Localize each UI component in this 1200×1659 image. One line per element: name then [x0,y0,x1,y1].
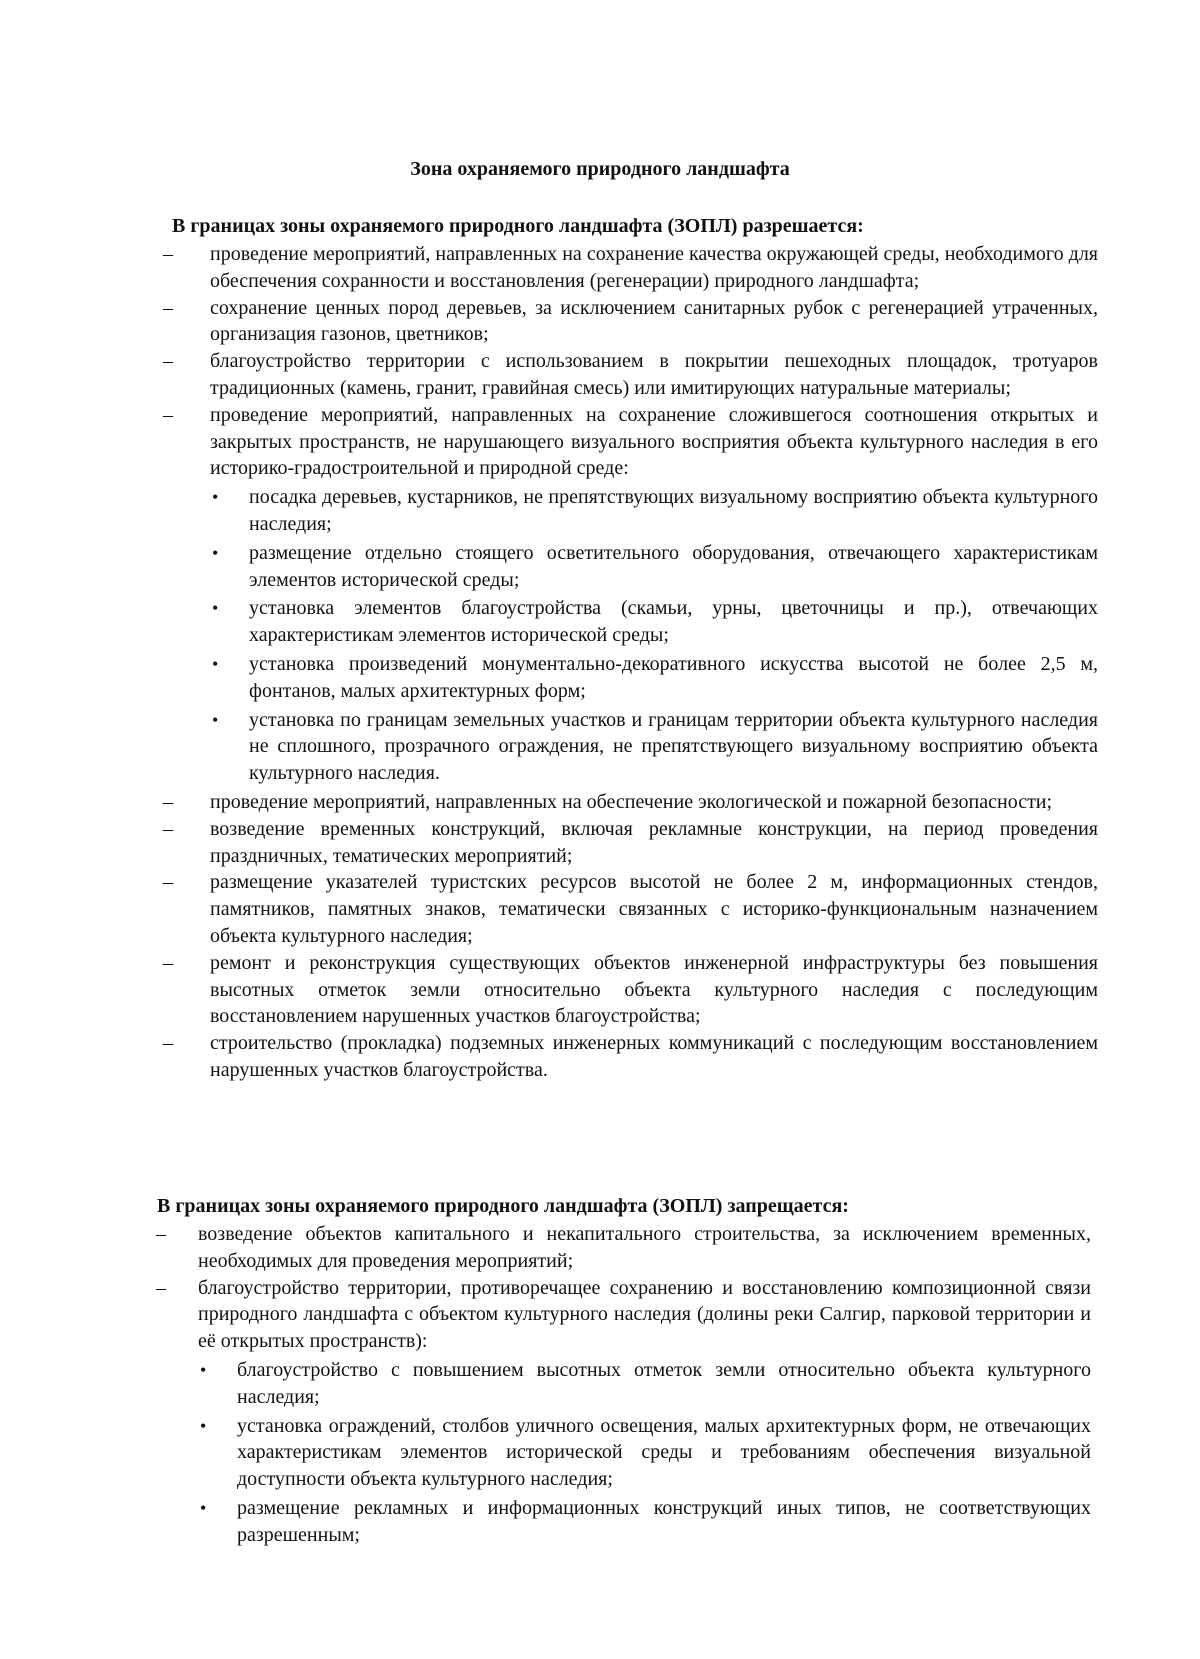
allowed-item-7 [163,869,1098,949]
bullet-marker: • [200,1359,207,1380]
allowed-item-2 [163,295,1098,349]
dash-marker: – [163,243,173,265]
sub-list-item [198,1495,1091,1549]
allowed-item-text: ремонт и реконструкция существующих объектов инженерной инфраструктуры без повышения высотных отметок земли относительно объекта культурного наследия с последующим восстановлением нарушенных участков благоустройства; [210,951,1098,1028]
prohibited-sub-list [198,1357,1091,1549]
sub-item-text: размещение рекламных и информационных конструкций иных типов, не соответствующих разрешенным; [237,1496,1091,1546]
sub-item-text: размещение отдельно стоящего осветительного оборудования, отвечающего характеристикам элементов исторической среды; [249,541,1098,591]
allowed-item-6 [163,816,1098,870]
sub-item-text: установка ограждений, столбов уличного освещения, малых архитектурных форм, не отвечающих характеристикам элементов исторической среды и требованиям обеспечения визуальной доступности объекта культурного наследия; [237,1414,1091,1491]
page-title: Зона охраняемого природного ландшафта [410,158,790,180]
bullet-marker: • [212,709,219,730]
dash-marker: – [163,350,173,373]
bullet-marker: • [200,1415,207,1436]
sub-list-item [210,707,1098,787]
prohibited-item-2 [156,1275,1091,1549]
dash-marker: – [163,403,173,426]
allowed-item-5 [163,789,1098,816]
dash-marker: – [163,817,173,840]
sub-list-item [198,1357,1091,1411]
sub-list-item [210,651,1098,705]
prohibited-heading: В границах зоны охраняемого природного ландшафта (ЗОПЛ) запрещается: [157,1195,849,1217]
allowed-item-text: проведение мероприятий, направленных на сохранение качества окружающей среды, необходимого для обеспечения сохранности и восстановления (регенерации) природного ландшафта; [210,243,1098,292]
sub-list-item [198,1413,1091,1493]
allowed-item-text: размещение указателей туристских ресурсов высотой не более 2 м, информационных стендов, памятников, памятных знаков, тематически связанных с историко-функциональным назначением объекта культурного наследия; [210,871,1098,947]
sub-item-text: установка элементов благоустройства (скамьи, урны, цветочницы и пр.), отвечающих характеристикам элементов исторической среды; [249,597,1098,647]
sub-item-text: посадка деревьев, кустарников, не препятствующих визуальному восприятию объекта культурного наследия; [249,486,1098,535]
dash-marker: – [156,1276,166,1299]
dash-marker: – [163,951,173,974]
allowed-item-text: сохранение ценных пород деревьев, за исключением санитарных рубок с регенерацией утраченных, организация газонов, цветников; [210,296,1098,346]
sub-item-text: благоустройство с повышением высотных отметок земли относительно объекта культурного наследия; [237,1358,1091,1408]
allowed-item-8 [163,950,1098,1030]
allowed-heading: В границах зоны охраняемого природного ландшафта (ЗОПЛ) разрешается: [172,215,864,237]
allowed-list [163,241,1098,1084]
allowed-item-text: строительство (прокладка) подземных инженерных коммуникаций с последующим восстановлением нарушенных участков благоустройства. [210,1032,1098,1081]
allowed-item-text: проведение мероприятий, направленных на сохранение сложившегося соотношения открытых и закрытых пространств, не нарушающего визуального восприятия объекта культурного наследия в его историко-градостроительной и природной среде: [210,403,1098,480]
prohibited-item-1 [156,1221,1091,1275]
sub-list-item [210,540,1098,594]
allowed-item-text: благоустройство территории с использованием в покрытии пешеходных площадок, тротуаров традиционных (камень, гранит, гравийная смесь) или имитирующих натуральные материалы; [210,350,1098,399]
dash-marker: – [163,871,173,894]
sub-item-text: установка произведений монументально-декоративного искусства высотой не более 2,5 м, фонтанов, малых архитектурных форм; [249,652,1098,702]
prohibited-item-text: возведение объектов капитального и некапитального строительства, за исключением временных, необходимых для проведения мероприятий; [198,1223,1091,1272]
allowed-item-9 [163,1030,1098,1084]
allowed-item-text: возведение временных конструкций, включая рекламные конструкции, на период проведения праздничных, тематических мероприятий; [210,817,1098,867]
dash-marker: – [163,1032,173,1055]
bullet-marker: • [212,542,219,563]
bullet-marker: • [212,653,219,674]
sub-list-item [210,484,1098,538]
bullet-marker: • [200,1497,207,1518]
bullet-marker: • [212,487,219,508]
prohibited-list [156,1221,1091,1551]
sub-list-item [210,595,1098,649]
allowed-item-text: проведение мероприятий, направленных на обеспечение экологической и пожарной безопасности; [210,790,1053,813]
allowed-sub-list [210,484,1098,787]
prohibited-item-text: благоустройство территории, противоречащее сохранению и восстановлению композиционной связи природного ландшафта с объектом культурного наследия (долины реки Салгир, парковой территории и её открытых пространств): [198,1276,1091,1353]
dash-marker: – [163,790,173,813]
dash-marker: – [156,1223,166,1245]
sub-item-text: установка по границам земельных участков и границам территории объекта культурного наследия не сплошного, прозрачного ограждения, не препятствующего визуальному восприятию объекта культурного наследия. [249,708,1098,785]
allowed-item-4 [163,402,1098,787]
bullet-marker: • [212,598,219,619]
dash-marker: – [163,296,173,319]
allowed-item-1 [163,241,1098,295]
allowed-item-3 [163,348,1098,402]
